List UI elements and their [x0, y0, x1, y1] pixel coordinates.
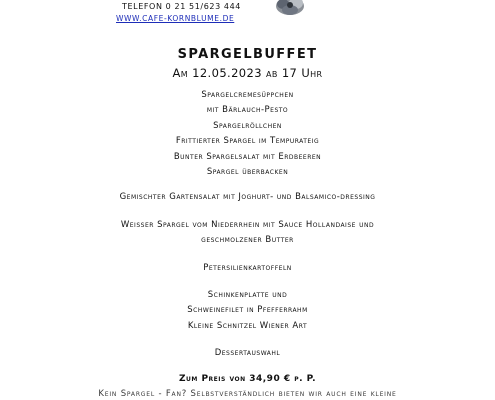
event-date: Am 12.05.2023 ab 17 Uhr — [172, 66, 323, 80]
menu-item: Schweinefilet in Pfefferrahm — [187, 305, 308, 316]
potatoes-item: Petersilienkartoffeln — [203, 262, 292, 273]
page-header — [0, 0, 495, 30]
menu-item: Frittierter Spargel im Tempurateig — [175, 136, 320, 147]
asparagus-item-continued: geschmolzener Butter — [201, 235, 294, 246]
menu-item: Schinkenplatte und — [207, 290, 288, 301]
menu-content — [0, 46, 495, 387]
website-link[interactable]: WWW.CAFE-KORNBLUME.DE — [116, 14, 235, 23]
menu-item: Spargelröllchen — [213, 120, 282, 131]
dessert-item: Dessertauswahl — [214, 348, 281, 359]
menu-title: SPARGELBUFFET — [177, 47, 318, 62]
phone-number: TELEFON 0 21 51/623 444 — [122, 2, 241, 11]
price-text: Zum Preis von 34,90 € p. P. — [178, 373, 317, 384]
menu-item: Spargelcremesüppchen — [201, 90, 294, 100]
asparagus-item: Weisser Spargel vom Niederrhein mit Sauce Hollandaise und — [120, 219, 375, 230]
menu-item: Bunter Spargelsalat mit Erdbeeren — [173, 151, 322, 162]
meat-section — [0, 288, 495, 334]
footer-note: Kein Spargel - Fan? Selbstverständlich bieten wir auch eine kleine — [98, 389, 397, 399]
starters-section — [0, 88, 495, 180]
menu-item: mit Bärlauch-Pesto — [206, 105, 289, 116]
salad-item: Gemischter Gartensalat mit Joghurt- und Balsamico-dressing — [119, 192, 376, 203]
menu-item: Kleine Schnitzel Wiener Art — [187, 320, 308, 331]
menu-item: Spargel überbacken — [206, 167, 289, 178]
flower-logo-icon — [271, 0, 309, 18]
